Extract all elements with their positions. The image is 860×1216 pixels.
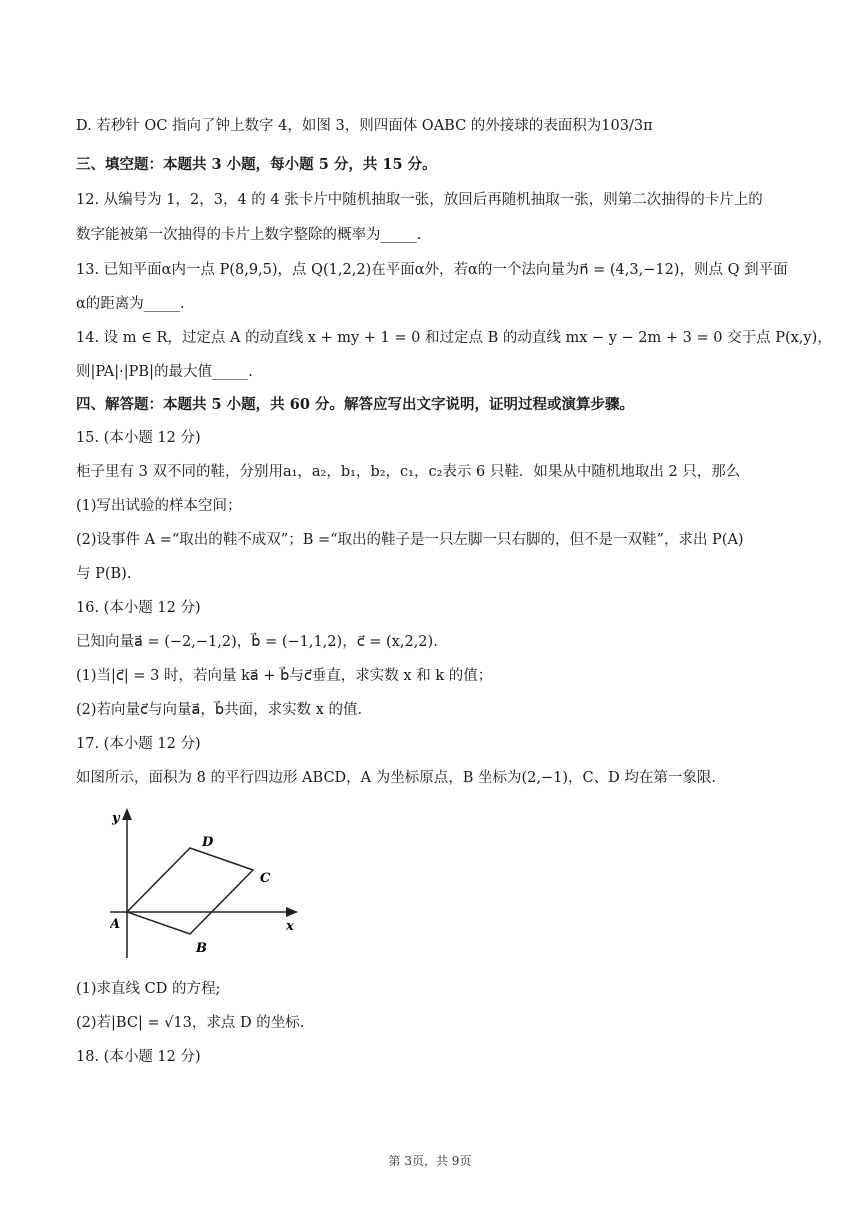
question-17-part-2: (2)若|BC| = √13，求点 D 的坐标. <box>76 1015 305 1031</box>
question-13-line-1: 13. 已知平面α内一点 P(8,9,5)，点 Q(1,2,2)在平面α外，若α的一个法向量为n⃗ = (4,3,−12)，则点 Q 到平面 <box>76 262 788 278</box>
question-16-part-1: (1)当|c⃗| = 3 时，若向量 ka⃗ + b⃗与c⃗垂直，求实数 x 和 k 的值； <box>76 668 493 684</box>
point-a-label: A <box>110 917 121 932</box>
question-16-stem: 已知向量a⃗ = (−2,−1,2)，b⃗ = (−1,1,2)，c⃗ = (x,2,2). <box>76 634 438 650</box>
question-17-header: 17. (本小题 12 分) <box>76 736 201 752</box>
y-axis-arrow-icon <box>122 808 132 820</box>
question-16-part-2: (2)若向量c⃗与向量a⃗，b⃗共面，求实数 x 的值. <box>76 702 363 718</box>
question-15-part-2-line-2: 与 P(B). <box>76 566 132 582</box>
page-footer: 第 3页，共 9页 <box>388 1154 472 1168</box>
question-18-header: 18. (本小题 12 分) <box>76 1049 201 1065</box>
question-15-stem: 柜子里有 3 双不同的鞋，分别用a₁，a₂，b₁，b₂，c₁，c₂表示 6 只鞋．如果从中随机地取出 2 只，那么 <box>76 464 741 480</box>
option-d-line: D. 若秒针 OC 指向了钟上数字 4，如图 3，则四面体 OABC 的外接球的表面积为103/3π <box>76 118 653 134</box>
point-d-label: D <box>202 835 214 850</box>
section-three-heading: 三、填空题：本题共 3 小题，每小题 5 分，共 15 分。 <box>76 156 437 173</box>
y-axis-label: y <box>112 811 120 826</box>
question-17-part-1: (1)求直线 CD 的方程; <box>76 981 221 997</box>
x-axis-label: x <box>286 919 294 934</box>
parallelogram-abcd <box>127 848 253 934</box>
question-15-header: 15. (本小题 12 分) <box>76 430 201 446</box>
point-c-label: C <box>260 871 271 886</box>
section-four-heading: 四、解答题：本题共 5 小题，共 60 分。解答应写出文字说明，证明过程或演算步骤。 <box>76 396 634 413</box>
question-12-line-1: 12. 从编号为 1，2，3，4 的 4 张卡片中随机抽取一张，放回后再随机抽取一张，则第二次抽得的卡片上的 <box>76 192 763 208</box>
question-16-header: 16. (本小题 12 分) <box>76 600 201 616</box>
question-13-line-2: α的距离为_____. <box>76 296 185 312</box>
question-14-line-1: 14. 设 m ∈ R，过定点 A 的动直线 x + my + 1 = 0 和过定点 B 的动直线 mx − y − 2m + 3 = 0 交于点 P(x,y)， <box>76 330 832 346</box>
question-14-line-2: 则|PA|·|PB|的最大值_____. <box>76 364 253 380</box>
point-b-label: B <box>196 941 207 956</box>
question-17-stem: 如图所示，面积为 8 的平行四边形 ABCD，A 为坐标原点，B 坐标为(2,−1)，C、D 均在第一象限. <box>76 770 716 786</box>
question-12-line-2: 数字能被第一次抽得的卡片上数字整除的概率为_____. <box>76 227 422 243</box>
x-axis-arrow-icon <box>286 907 298 917</box>
question-15-part-2-line-1: (2)设事件 A =“取出的鞋不成双”；B =“取出的鞋子是一只左脚一只右脚的，但不是一双鞋”，求出 P(A) <box>76 532 744 548</box>
parallelogram-figure <box>110 806 300 966</box>
question-15-part-1: (1)写出试验的样本空间； <box>76 498 242 514</box>
